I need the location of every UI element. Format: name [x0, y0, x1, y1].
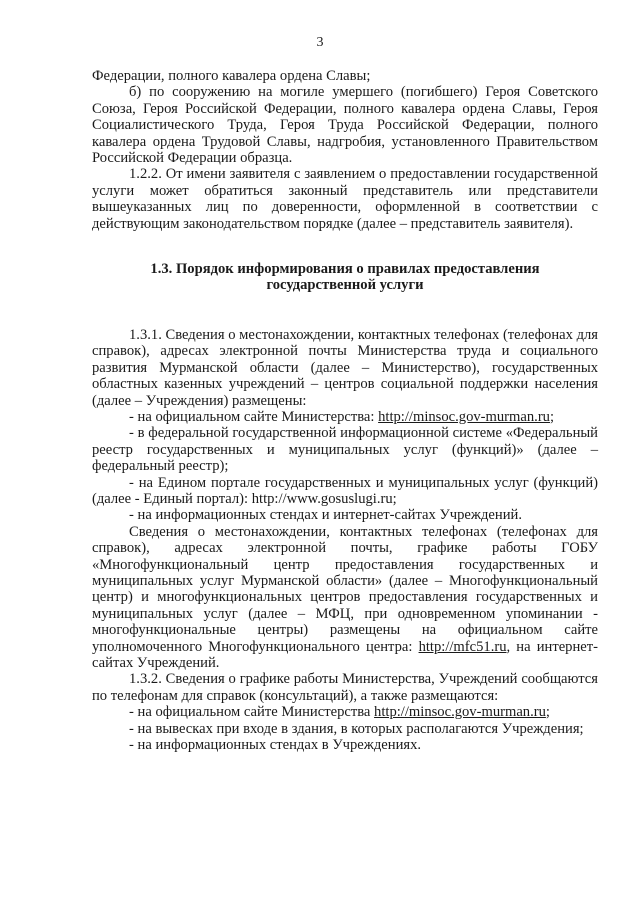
section-heading-line-1: 1.3. Порядок информирования о правилах предоставления	[150, 261, 540, 278]
list-item-federal-registry: - в федеральной государственной информационной системе «Федеральный реестр государственных и муниципальных услуг (функций)» (далее – федеральный реестр);	[92, 425, 598, 475]
paragraph-mfc-text: Сведения о местонахождении, контактных телефонах (телефонах для справок), адресах электронной почты, графике работы ГОБУ «Многофункциональный центр предоставления государственных и муниципальных услуг Мурманской области» (далее – Многофункциональный центр) и многофункциональных центров предоставления государственных и муниципальных услуг (далее – МФЦ, при одновременном упоминании - многофункциональные центры) размещены на официальном сайте уполномоченного Многофункционального центра:	[92, 523, 598, 655]
section-heading-1-3	[92, 261, 598, 294]
list-item-suffix: ;	[549, 408, 555, 425]
list-item-text: - на официальном сайте Министерства:	[129, 408, 379, 425]
list-item-text: - на официальном сайте Министерства	[129, 704, 375, 721]
paragraph-continuation: Федерации, полного кавалера ордена Славы;	[92, 68, 371, 84]
page-number: 3	[316, 35, 324, 50]
list-item-ministry-site	[92, 409, 598, 425]
list-item-info-stands: - на информационных стендах и интернет-сайтах Учреждений.	[129, 507, 522, 524]
paragraph-mfc-info	[92, 524, 598, 672]
paragraph-mfc-suffix: , на интернет-сайтах Учреждений.	[92, 638, 598, 671]
list-item-info-stands-2: - на информационных стендах в Учреждениях.	[129, 737, 422, 754]
section-heading-line-2: государственной услуги	[266, 277, 424, 294]
paragraph-1-3-1: 1.3.1. Сведения о местонахождении, контактных телефонах (телефонах для справок), адресах электронной почты Министерства труда и социального развития Мурманской области (далее – Министерство), государственных областных казенных учреждений – центров социальной поддержки населения (далее – Учреждения) размещены:	[92, 326, 599, 409]
list-item-signboards: - на вывесках при входе в здания, в которых располагаются Учреждения;	[129, 720, 584, 737]
paragraph-1-3-2: 1.3.2. Сведения о графике работы Министерства, Учреждений сообщаются по телефонам для справок (консультаций), а также размещаются:	[92, 671, 598, 704]
ministry-site-link[interactable]: http://minsoc.gov-murman.ru	[378, 408, 550, 425]
mfc-site-link[interactable]: http://mfc51.ru	[418, 638, 507, 655]
document-body	[92, 68, 598, 753]
list-item-ministry-site-2	[92, 704, 598, 720]
paragraph-1-2-2: 1.2.2. От имени заявителя с заявлением о предоставлении государственной услуги может обратиться законный представитель или представители вышеуказанных лиц по доверенности, оформленной в соответствии с действующим законодательством порядке (далее – представитель заявителя).	[92, 166, 598, 232]
paragraph-item-b: б) по сооружению на могиле умершего (погибшего) Героя Советского Союза, Героя Российской Федерации, полного кавалера ордена Славы, Героя Социалистического Труда, Героя Труда Российской Федерации, полного кавалера ордена Трудовой Славы, надгробия, установленного Правительством Российской Федерации образца.	[92, 84, 598, 167]
list-item-suffix: ;	[545, 704, 550, 721]
ministry-site-link-2[interactable]: http://minsoc.gov-murman.ru	[374, 704, 546, 721]
list-item-unified-portal: - на Едином портале государственных и муниципальных услуг (функций) (далее - Единый портал): http://www.gosuslugi.ru;	[92, 474, 598, 507]
